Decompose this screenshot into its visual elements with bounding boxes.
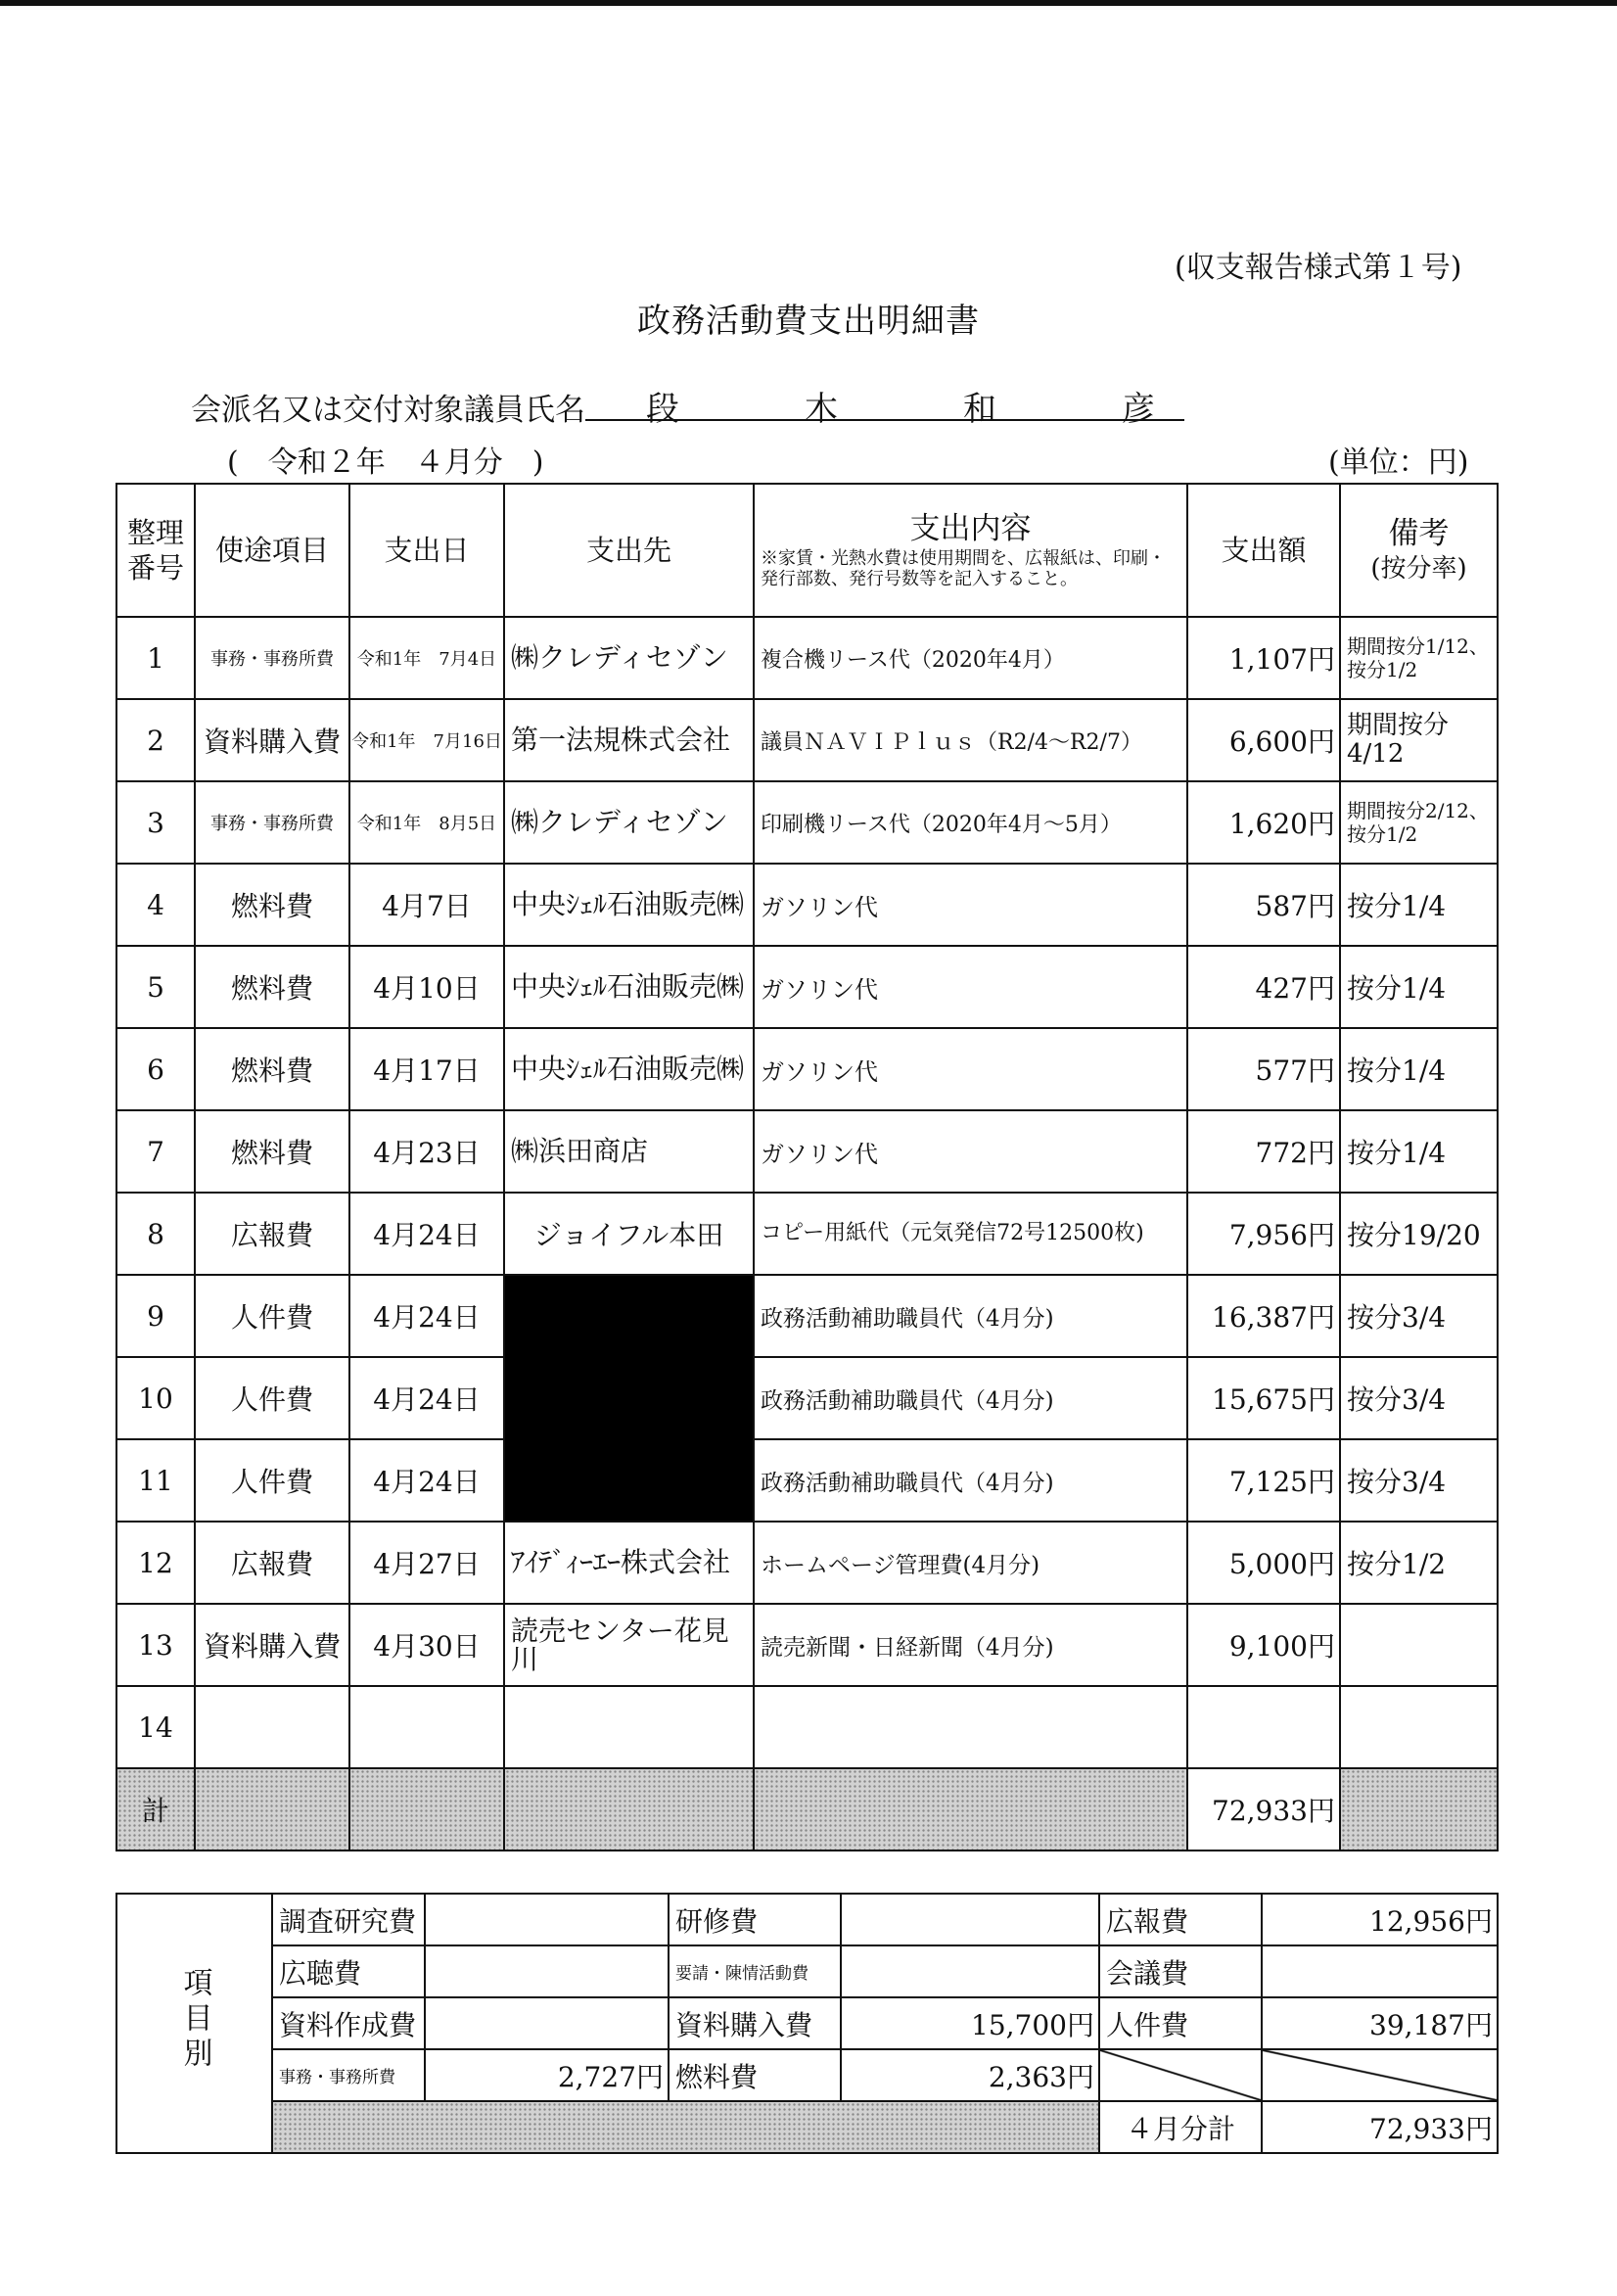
row-no: 11 xyxy=(116,1439,195,1522)
row-remarks: 按分1/4 xyxy=(1340,1028,1498,1110)
summary-row xyxy=(116,1894,1498,1945)
top-border-line xyxy=(0,0,1617,6)
table-row xyxy=(116,1439,1498,1522)
table-row xyxy=(116,617,1498,699)
row-remarks: 按分1/4 xyxy=(1340,946,1498,1028)
unit-label: (単位：円) xyxy=(1328,445,1469,480)
table-row xyxy=(116,699,1498,781)
row-amount: 772円 xyxy=(1187,1110,1340,1193)
header-no xyxy=(116,484,195,617)
row-date: 4月17日 xyxy=(349,1028,504,1110)
table-row xyxy=(116,864,1498,946)
row-category: 燃料費 xyxy=(195,1110,349,1193)
row-amount: 15,675円 xyxy=(1187,1357,1340,1439)
summary-item-label: 研修費 xyxy=(669,1894,841,1945)
row-content: ホームページ管理費(4月分) xyxy=(754,1522,1187,1604)
table-row xyxy=(116,1686,1498,1768)
row-content: 政務活動補助職員代（4月分) xyxy=(754,1275,1187,1357)
summary-side-label xyxy=(116,1894,272,2153)
header-remarks xyxy=(1340,484,1498,617)
row-content: 印刷機リース代（2020年4月～5月） xyxy=(754,781,1187,864)
row-payee xyxy=(504,1686,754,1768)
row-amount: 1,107円 xyxy=(1187,617,1340,699)
total-label: 計 xyxy=(116,1768,195,1851)
table-row xyxy=(116,1357,1498,1439)
summary-total-row xyxy=(116,2101,1498,2153)
row-payee: 読売センター花見川 xyxy=(504,1604,754,1686)
summary-item-value: 15,700円 xyxy=(841,1997,1099,2049)
row-category: 広報費 xyxy=(195,1193,349,1275)
summary-item-value: 2,363円 xyxy=(841,2049,1099,2101)
row-content: 政務活動補助職員代（4月分) xyxy=(754,1357,1187,1439)
row-remarks: 按分3/4 xyxy=(1340,1275,1498,1357)
row-payee: 中央ｼｪﾙ石油販売㈱ xyxy=(504,864,754,946)
member-name-char: 段 xyxy=(646,390,679,429)
row-remarks: 按分1/2 xyxy=(1340,1522,1498,1604)
summary-row xyxy=(116,1945,1498,1997)
row-content: 議員ＮＡＶＩＰｌｕｓ（R2/4～R2/7） xyxy=(754,699,1187,781)
row-content: ガソリン代 xyxy=(754,946,1187,1028)
header-date: 支出日 xyxy=(349,484,504,617)
row-date: 4月23日 xyxy=(349,1110,504,1193)
header-payee: 支出先 xyxy=(504,484,754,617)
row-category: 燃料費 xyxy=(195,946,349,1028)
row-amount xyxy=(1187,1686,1340,1768)
table-row xyxy=(116,1193,1498,1275)
total-shaded-cell xyxy=(504,1768,754,1851)
header-row xyxy=(116,484,1498,617)
summary-empty-diagonal xyxy=(1262,2049,1498,2101)
row-remarks: 按分1/4 xyxy=(1340,1110,1498,1193)
header-content-note: ※家賃・光熱水費は使用期間を、広報紙は、印刷・発行部数、発行号数等を記入すること。 xyxy=(761,547,1166,590)
header-content xyxy=(754,484,1187,617)
row-payee: 中央ｼｪﾙ石油販売㈱ xyxy=(504,1028,754,1110)
table-row xyxy=(116,1110,1498,1193)
row-category: 人件費 xyxy=(195,1357,349,1439)
row-remarks: 按分3/4 xyxy=(1340,1439,1498,1522)
summary-item-label: 要請・陳情活動費 xyxy=(669,1945,841,1997)
row-amount: 5,000円 xyxy=(1187,1522,1340,1604)
row-date: 4月30日 xyxy=(349,1604,504,1686)
header-no-text: 整理番号 xyxy=(126,515,184,585)
form-id: (収支報告様式第１号) xyxy=(1175,251,1462,285)
row-remarks: 期間按分1/12、按分1/2 xyxy=(1340,617,1498,699)
row-no: 8 xyxy=(116,1193,195,1275)
row-payee: 中央ｼｪﾙ石油販売㈱ xyxy=(504,946,754,1028)
redacted-payee xyxy=(504,1275,754,1522)
row-content: 政務活動補助職員代（4月分) xyxy=(754,1439,1187,1522)
row-no: 7 xyxy=(116,1110,195,1193)
row-no: 1 xyxy=(116,617,195,699)
row-payee: ㈱クレディセゾン xyxy=(504,781,754,864)
row-category: 広報費 xyxy=(195,1522,349,1604)
row-no: 10 xyxy=(116,1357,195,1439)
row-remarks: 按分19/20 xyxy=(1340,1193,1498,1275)
row-payee: ｱｲﾃﾞｨｰｴｰ株式会社 xyxy=(504,1522,754,1604)
row-amount: 6,600円 xyxy=(1187,699,1340,781)
summary-row xyxy=(116,2049,1498,2101)
summary-item-label: 調査研究費 xyxy=(272,1894,425,1945)
row-amount: 7,956円 xyxy=(1187,1193,1340,1275)
summary-empty-diagonal xyxy=(1099,2049,1262,2101)
table-row xyxy=(116,946,1498,1028)
row-date: 4月24日 xyxy=(349,1439,504,1522)
row-amount: 9,100円 xyxy=(1187,1604,1340,1686)
summary-item-label: 燃料費 xyxy=(669,2049,841,2101)
header-remarks-sub: (按分率) xyxy=(1370,554,1467,585)
row-amount: 587円 xyxy=(1187,864,1340,946)
summary-item-label: 会議費 xyxy=(1099,1945,1262,1997)
row-payee: ㈱クレディセゾン xyxy=(504,617,754,699)
total-row xyxy=(116,1768,1498,1851)
row-date: 4月24日 xyxy=(349,1357,504,1439)
row-content xyxy=(754,1686,1187,1768)
row-remarks: 按分1/4 xyxy=(1340,864,1498,946)
row-category: 人件費 xyxy=(195,1275,349,1357)
table-row xyxy=(116,1522,1498,1604)
row-no: 2 xyxy=(116,699,195,781)
summary-item-value xyxy=(1262,1945,1498,1997)
document-title: 政務活動費支出明細書 xyxy=(637,302,980,341)
row-date: 令和1年 7月16日 xyxy=(349,699,504,781)
row-amount: 427円 xyxy=(1187,946,1340,1028)
row-no: 9 xyxy=(116,1275,195,1357)
table-row xyxy=(116,1275,1498,1357)
row-date: 4月27日 xyxy=(349,1522,504,1604)
summary-item-label: 人件費 xyxy=(1099,1997,1262,2049)
row-no: 4 xyxy=(116,864,195,946)
table-row xyxy=(116,1028,1498,1110)
row-category: 事務・事務所費 xyxy=(195,781,349,864)
report-period: ( 令和２年 ４月分 ) xyxy=(227,445,544,480)
row-no: 3 xyxy=(116,781,195,864)
header-remarks-title: 備考 xyxy=(1388,516,1450,552)
member-name-char: 木 xyxy=(805,390,838,429)
row-amount: 577円 xyxy=(1187,1028,1340,1110)
row-category: 燃料費 xyxy=(195,864,349,946)
total-shaded-cell xyxy=(1340,1768,1498,1851)
summary-item-value: 12,956円 xyxy=(1262,1894,1498,1945)
row-amount: 7,125円 xyxy=(1187,1439,1340,1522)
summary-item-label: 広聴費 xyxy=(272,1945,425,1997)
header-category: 使途項目 xyxy=(195,484,349,617)
row-date: 4月24日 xyxy=(349,1193,504,1275)
member-label: 会派名又は交付対象議員氏名 xyxy=(191,393,585,428)
header-content-title: 支出内容 xyxy=(909,511,1032,547)
summary-item-label: 資料作成費 xyxy=(272,1997,425,2049)
summary-item-value xyxy=(425,1945,669,1997)
row-content: 読売新聞・日経新聞（4月分) xyxy=(754,1604,1187,1686)
row-payee: 第一法規株式会社 xyxy=(504,699,754,781)
row-category: 資料購入費 xyxy=(195,699,349,781)
total-shaded-cell xyxy=(754,1768,1187,1851)
header-amount: 支出額 xyxy=(1187,484,1340,617)
table-row xyxy=(116,1604,1498,1686)
member-name-char: 彦 xyxy=(1122,390,1155,429)
row-date: 4月7日 xyxy=(349,864,504,946)
row-date: 令和1年 8月5日 xyxy=(349,781,504,864)
row-payee: ㈱浜田商店 xyxy=(504,1110,754,1193)
row-date: 令和1年 7月4日 xyxy=(349,617,504,699)
summary-item-value: 39,187円 xyxy=(1262,1997,1498,2049)
summary-item-label: 広報費 xyxy=(1099,1894,1262,1945)
summary-row xyxy=(116,1997,1498,2049)
row-payee: ジョイフル本田 xyxy=(504,1193,754,1275)
row-remarks xyxy=(1340,1686,1498,1768)
summary-shaded-area xyxy=(272,2101,1099,2153)
row-amount: 1,620円 xyxy=(1187,781,1340,864)
row-no: 5 xyxy=(116,946,195,1028)
row-content: ガソリン代 xyxy=(754,1110,1187,1193)
summary-item-value xyxy=(425,1894,669,1945)
row-amount: 16,387円 xyxy=(1187,1275,1340,1357)
summary-item-value xyxy=(841,1894,1099,1945)
category-summary-table xyxy=(116,1893,1499,2154)
total-amount: 72,933円 xyxy=(1187,1768,1340,1851)
summary-item-label: 事務・事務所費 xyxy=(272,2049,425,2101)
row-remarks: 期間按分2/12、按分1/2 xyxy=(1340,781,1498,864)
row-category: 事務・事務所費 xyxy=(195,617,349,699)
total-shaded-cell xyxy=(349,1768,504,1851)
row-content: コピー用紙代（元気発信72号12500枚) xyxy=(754,1193,1187,1275)
summary-item-value xyxy=(841,1945,1099,1997)
row-no: 14 xyxy=(116,1686,195,1768)
row-no: 13 xyxy=(116,1604,195,1686)
row-category xyxy=(195,1686,349,1768)
summary-item-value: 2,727円 xyxy=(425,2049,669,2101)
row-content: ガソリン代 xyxy=(754,864,1187,946)
row-content: ガソリン代 xyxy=(754,1028,1187,1110)
row-no: 6 xyxy=(116,1028,195,1110)
row-remarks: 期間按分4/12 xyxy=(1340,699,1498,781)
row-date: 4月10日 xyxy=(349,946,504,1028)
row-remarks: 按分3/4 xyxy=(1340,1357,1498,1439)
summary-item-value xyxy=(425,1997,669,2049)
expense-table xyxy=(116,483,1499,1851)
total-shaded-cell xyxy=(195,1768,349,1851)
summary-side-label-text: 項目別 xyxy=(177,1967,212,2073)
row-category: 資料購入費 xyxy=(195,1604,349,1686)
row-no: 12 xyxy=(116,1522,195,1604)
row-category: 人件費 xyxy=(195,1439,349,1522)
row-date xyxy=(349,1686,504,1768)
table-row xyxy=(116,781,1498,864)
month-total-value: 72,933円 xyxy=(1262,2101,1498,2153)
month-total-label: ４月分計 xyxy=(1099,2101,1262,2153)
summary-item-label: 資料購入費 xyxy=(669,1997,841,2049)
row-remarks xyxy=(1340,1604,1498,1686)
member-name-char: 和 xyxy=(963,390,996,429)
row-date: 4月24日 xyxy=(349,1275,504,1357)
row-content: 複合機リース代（2020年4月） xyxy=(754,617,1187,699)
row-category: 燃料費 xyxy=(195,1028,349,1110)
member-name xyxy=(585,382,1184,429)
